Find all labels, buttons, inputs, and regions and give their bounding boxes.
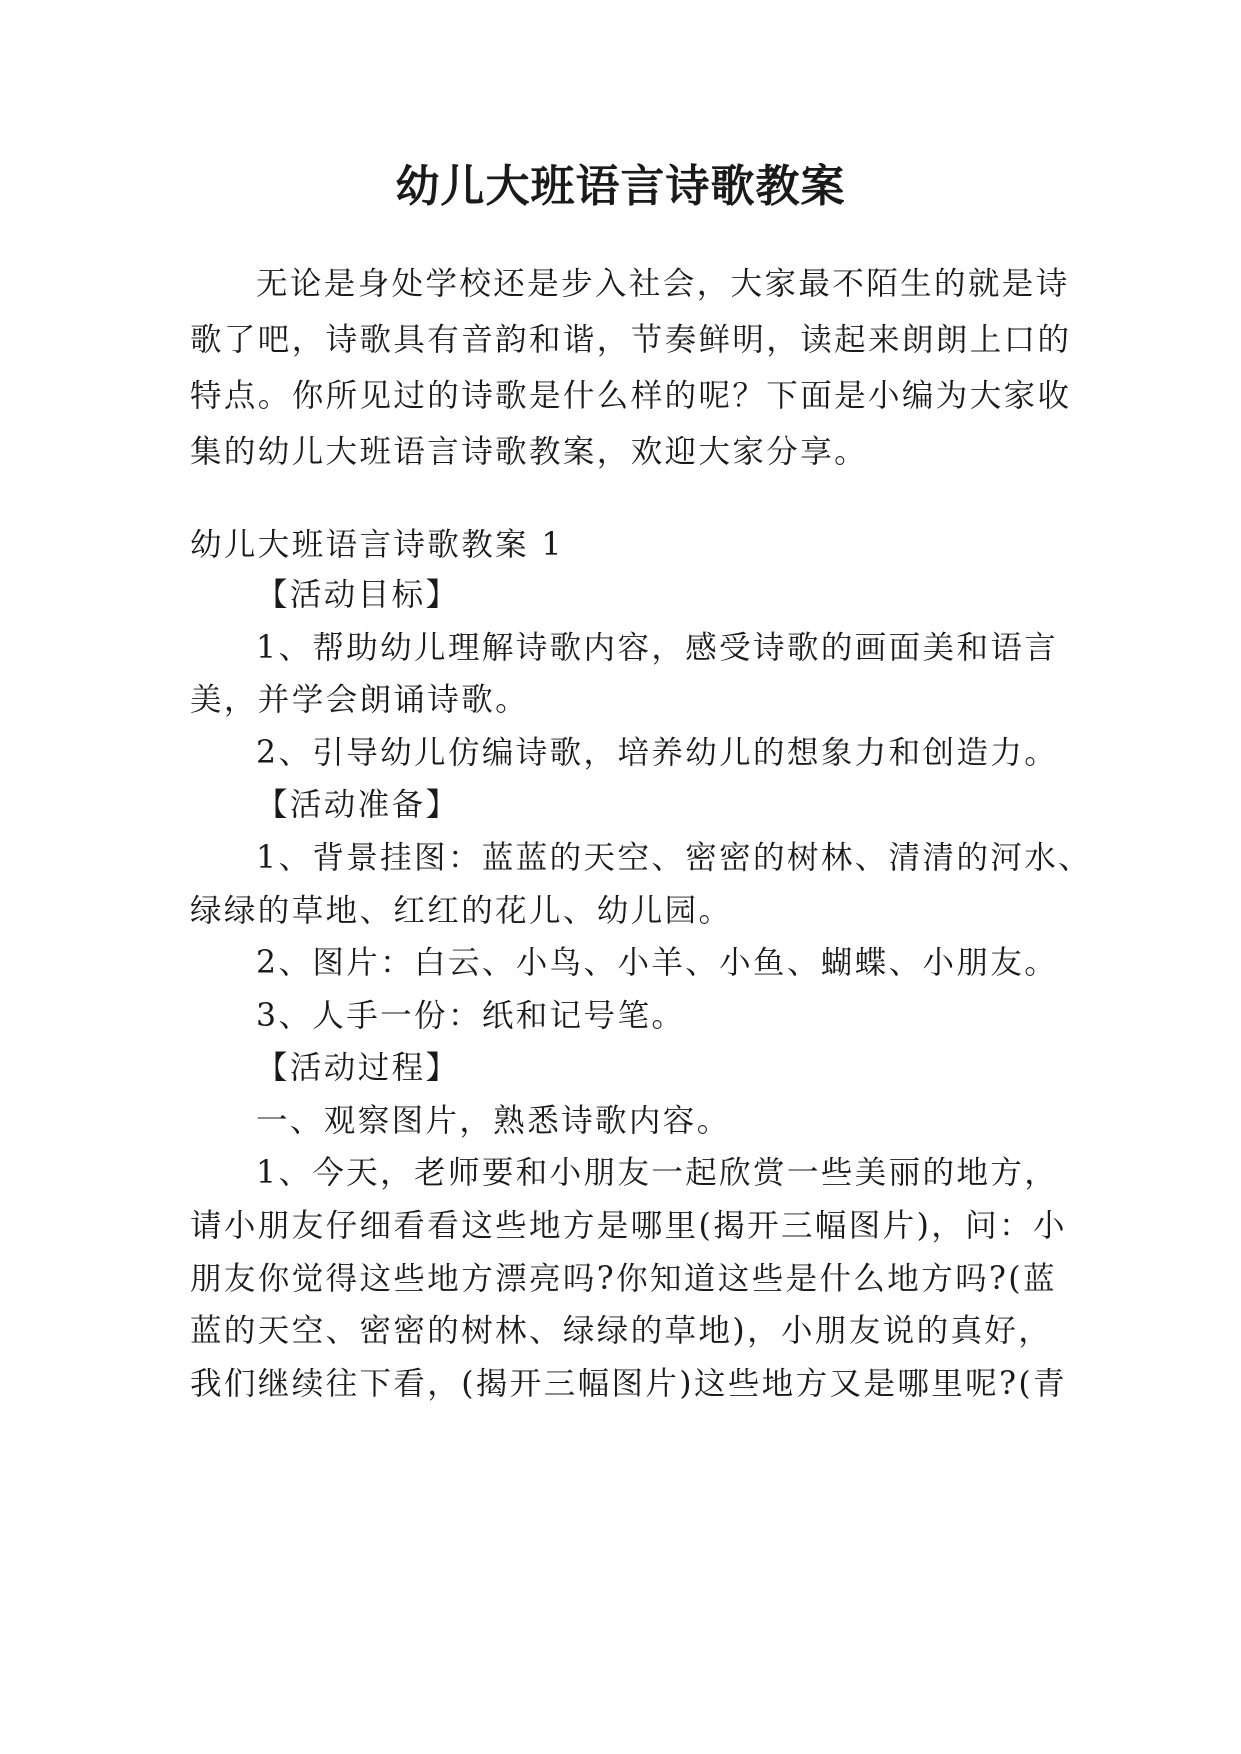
body-line: 1、背景挂图：蓝蓝的天空、密密的树林、清清的河水、 xyxy=(256,840,1093,876)
body-line: 一、观察图片，熟悉诗歌内容。 xyxy=(256,1103,731,1139)
body-line: 1、今天，老师要和小朋友一起欣赏一些美丽的地方， xyxy=(256,1155,1059,1191)
document-title: 幼儿大班语言诗歌教案 xyxy=(395,161,846,212)
body-line: 我们继续往下看，(揭开三幅图片)这些地方又是哪里呢?(青 xyxy=(190,1366,1067,1402)
body-line: 1、帮助幼儿理解诗歌内容，感受诗歌的画面美和语言 xyxy=(256,630,1059,666)
section-title: 幼儿大班语言诗歌教案 1 xyxy=(190,527,564,563)
intro-line-2: 歌了吧，诗歌具有音韵和谐，节奏鲜明，读起来朗朗上口的 xyxy=(190,322,1072,358)
body-line: 2、图片：白云、小鸟、小羊、小鱼、蝴蝶、小朋友。 xyxy=(256,945,1059,981)
intro-line-3: 特点。你所见过的诗歌是什么样的呢？下面是小编为大家收 xyxy=(190,378,1072,414)
heading-activity-process: 【活动过程】 xyxy=(256,1050,460,1086)
body-line: 绿绿的草地、红红的花儿、幼儿园。 xyxy=(190,893,733,929)
intro-line-1: 无论是身处学校还是步入社会，大家最不陌生的就是诗 xyxy=(256,266,1070,302)
body-line: 请小朋友仔细看看这些地方是哪里(揭开三幅图片)，问：小 xyxy=(190,1208,1067,1244)
body-line: 3、人手一份：纸和记号笔。 xyxy=(256,998,686,1034)
intro-line-4: 集的幼儿大班语言诗歌教案，欢迎大家分享。 xyxy=(190,434,869,470)
body-line: 2、引导幼儿仿编诗歌，培养幼儿的想象力和创造力。 xyxy=(256,735,1059,771)
body-line: 朋友你觉得这些地方漂亮吗?你知道这些是什么地方吗?(蓝 xyxy=(190,1261,1057,1297)
body-line: 美，并学会朗诵诗歌。 xyxy=(190,682,530,718)
heading-activity-goals: 【活动目标】 xyxy=(256,577,460,613)
heading-activity-preparation: 【活动准备】 xyxy=(256,787,460,823)
body-line: 蓝的天空、密密的树林、绿绿的草地)，小朋友说的真好， xyxy=(190,1313,1053,1349)
